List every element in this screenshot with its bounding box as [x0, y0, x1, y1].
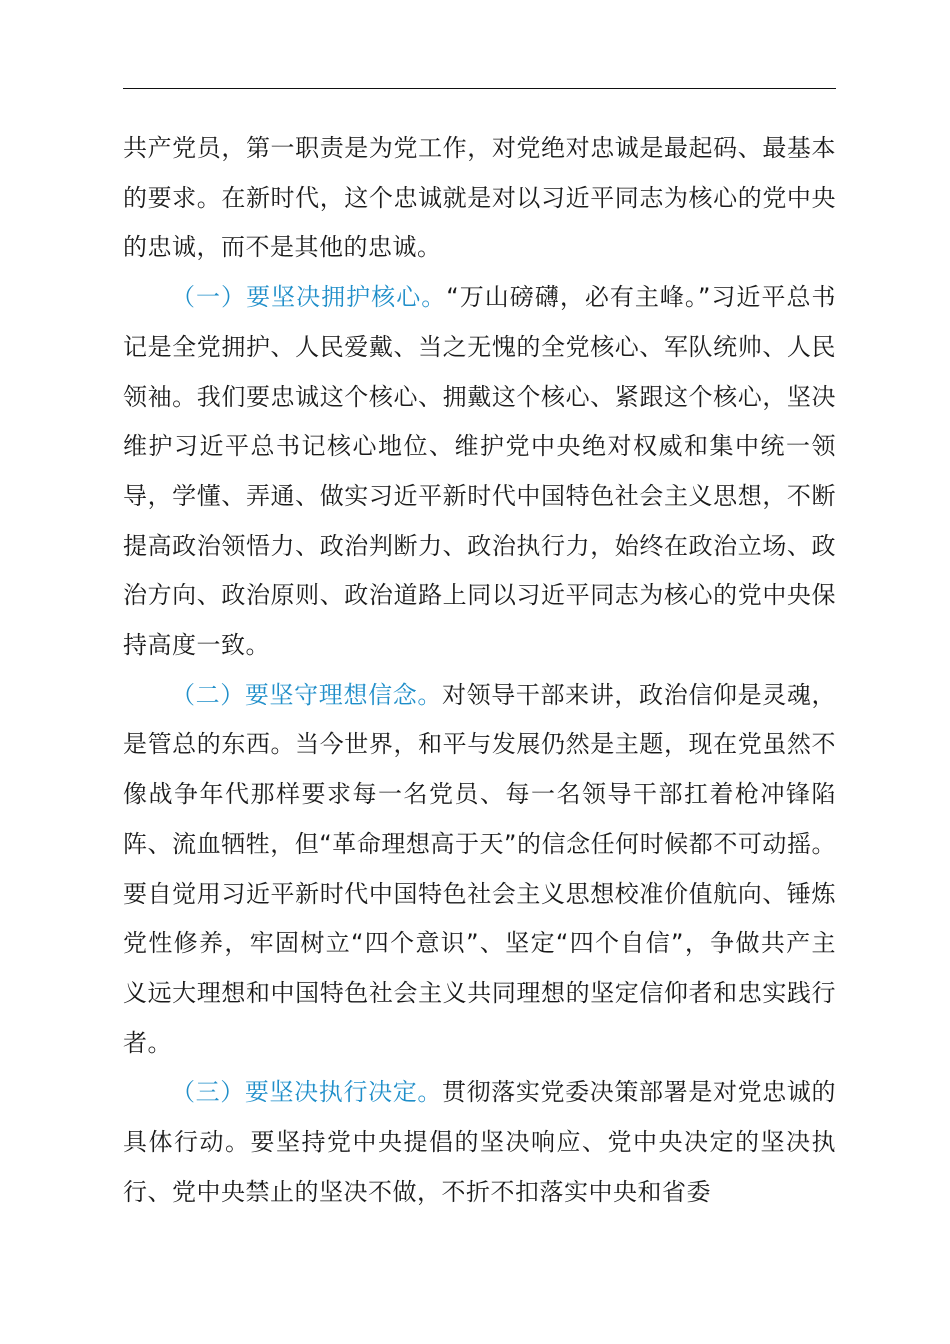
- paragraph-intro: [123, 124, 836, 273]
- paragraph-text: 贯彻落实党委决策部署是对党忠诚的具体行动。要坚持党中央提倡的坚决响应、党中央决定的坚决执行、党中央禁止的坚决不做，不折不扣落实中央和省委: [123, 1078, 837, 1206]
- header-rule: [123, 88, 836, 89]
- section-heading: （一）要坚决拥护核心。: [171, 283, 447, 312]
- paragraph-section-3: [123, 1068, 836, 1217]
- document-body: [123, 124, 836, 1217]
- paragraph-text: 共产党员，第一职责是为党工作，对党绝对忠诚是最起码、最基本的要求。在新时代，这个忠诚就是对以习近平同志为核心的党中央的忠诚，而不是其他的忠诚。: [123, 134, 836, 262]
- paragraph-text: 对领导干部来讲，政治信仰是灵魂，是管总的东西。当今世界，和平与发展仍然是主题，现在党虽然不像战争年代那样要求每一名党员、每一名领导干部扛着枪冲锋陷阵、流血牺牲，但“革命理想高于天”的信念任何时候都不可动摇。要自觉用习近平新时代中国特色社会主义思想校准价值航向、锤炼党性修养，牢固树立“四个意识”、坚定“四个自信”，争做共产主义远大理想和中国特色社会主义共同理想的坚定信仰者和忠实践行者。: [123, 680, 837, 1057]
- paragraph-text: “万山磅礴，必有主峰。”习近平总书记是全党拥护、人民爱戴、当之无愧的全党核心、军队统帅、人民领袖。我们要忠诚这个核心、拥戴这个核心、紧跟这个核心，坚决维护习近平总书记核心地位、维护党中央绝对权威和集中统一领导，学懂、弄通、做实习近平新时代中国特色社会主义思想，不断提高政治领悟力、政治判断力、政治执行力，始终在政治立场、政治方向、政治原则、政治道路上同以习近平同志为核心的党中央保持高度一致。: [123, 283, 837, 660]
- paragraph-section-2: [123, 671, 836, 1069]
- paragraph-section-1: [123, 273, 836, 671]
- section-heading: （三）要坚决执行决定。: [171, 1078, 442, 1107]
- section-heading: （二）要坚守理想信念。: [171, 680, 442, 709]
